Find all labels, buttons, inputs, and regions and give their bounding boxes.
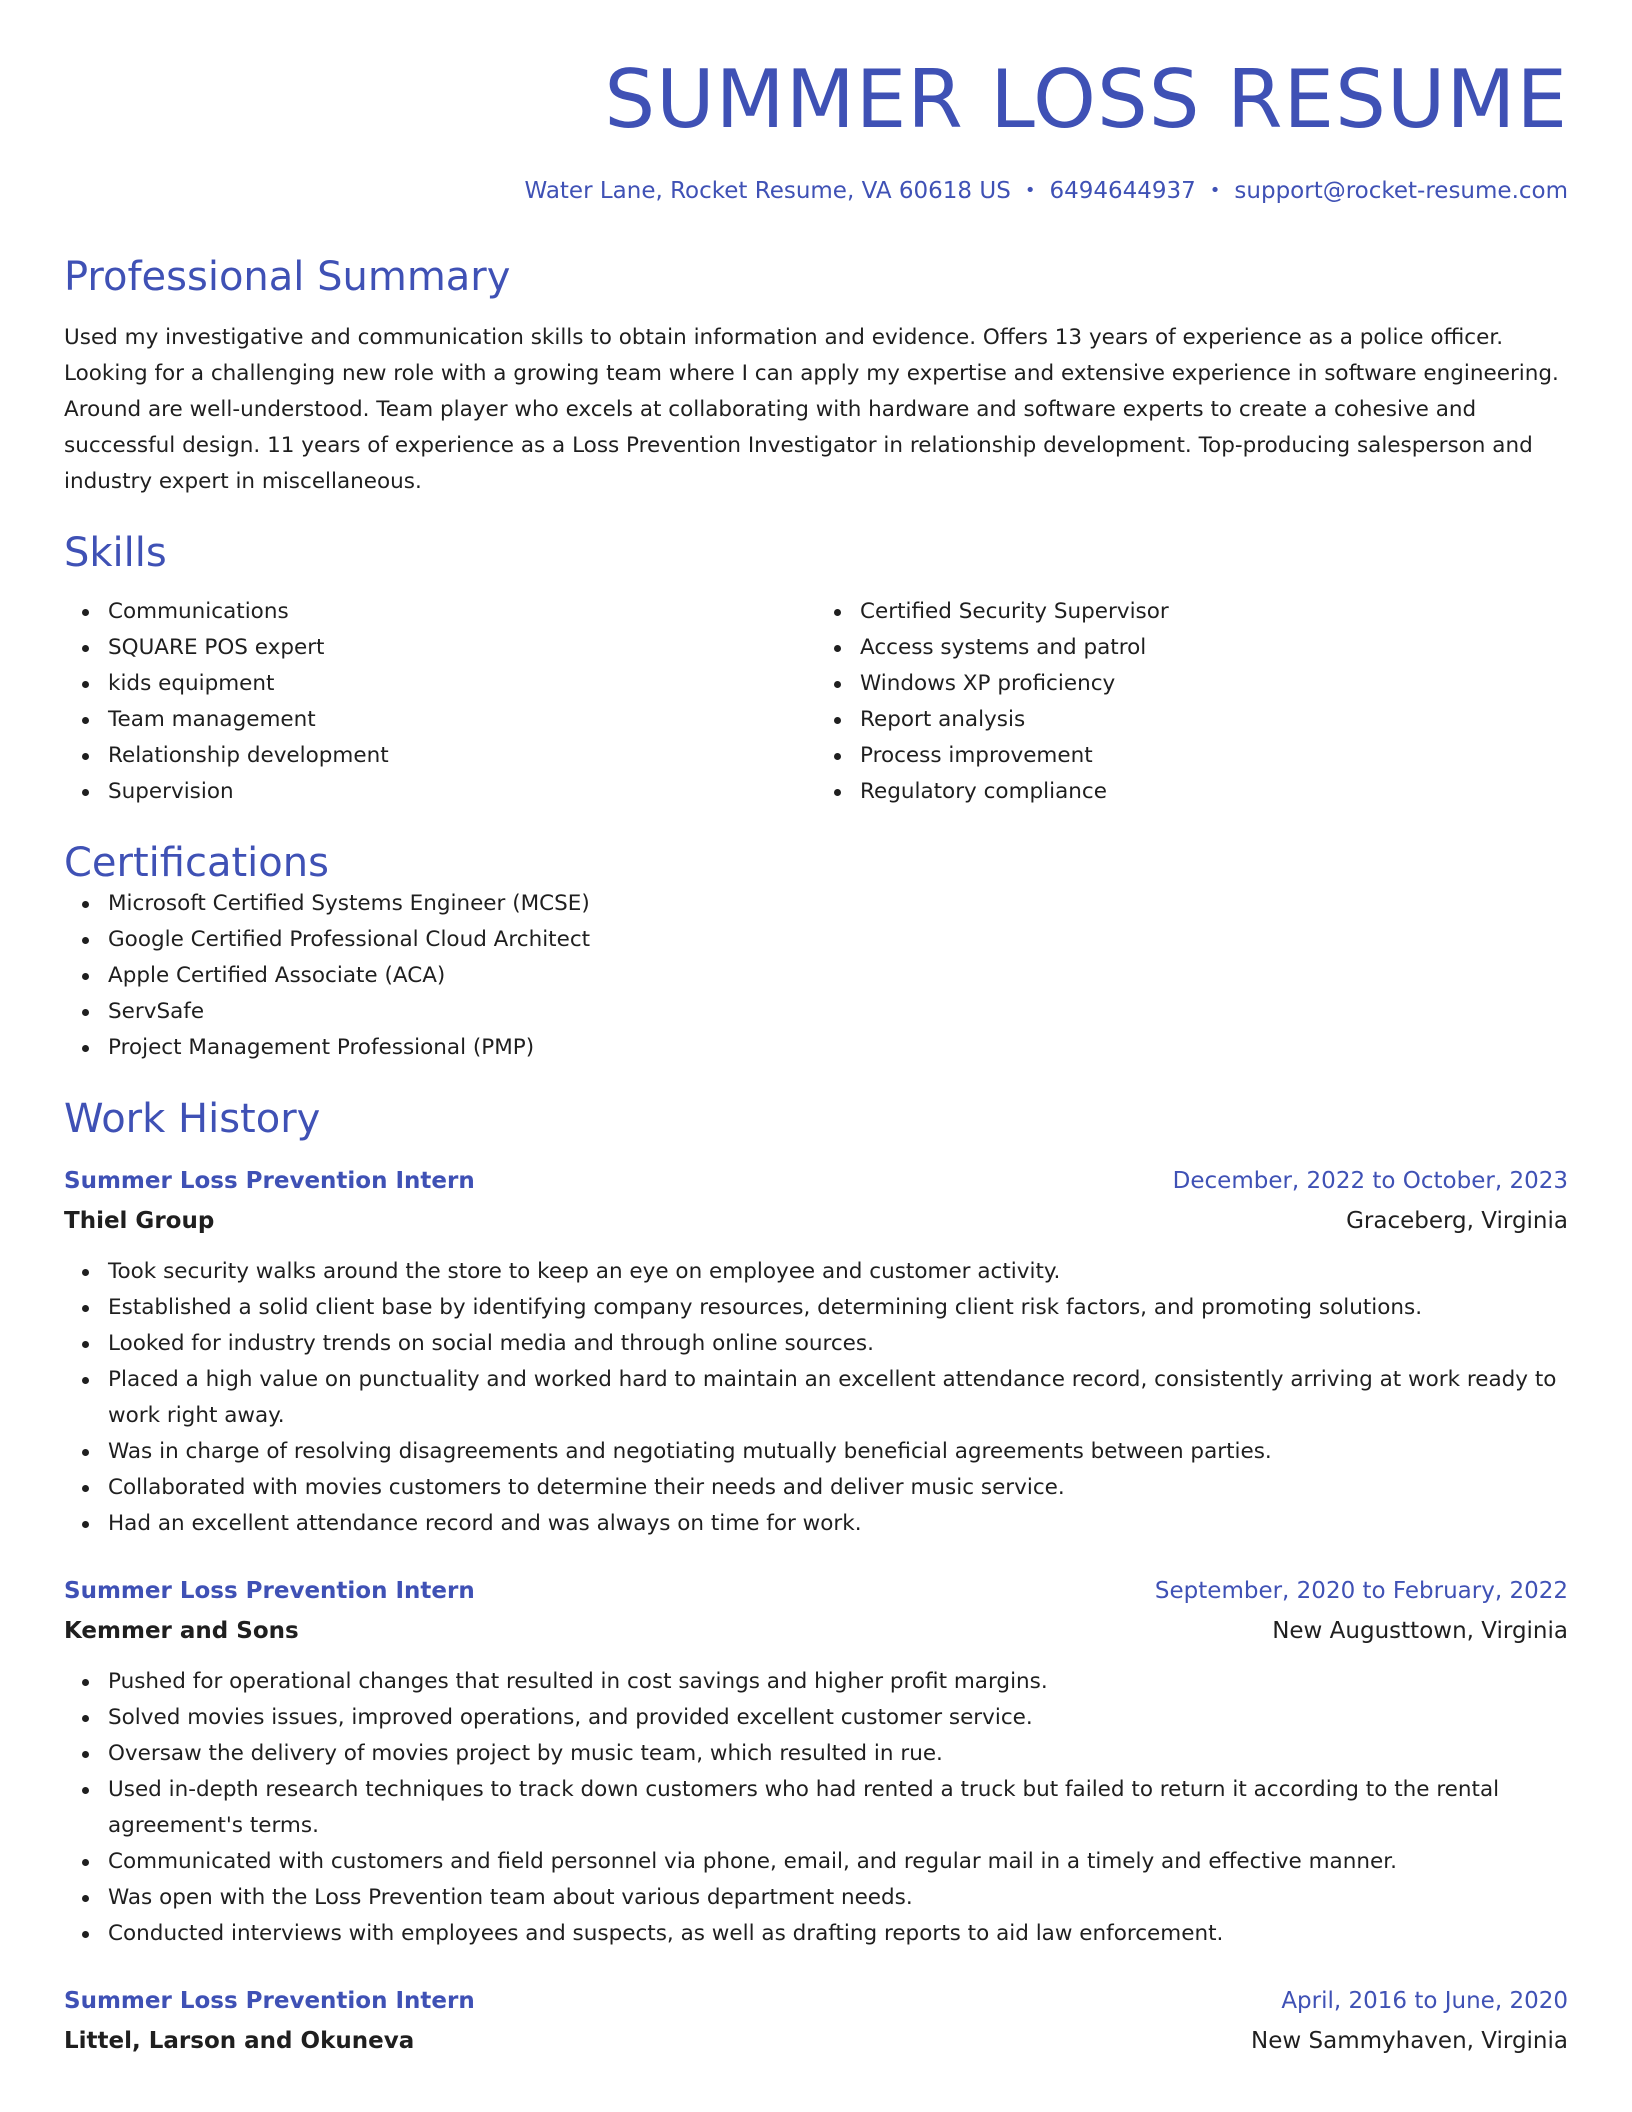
skills-column-right [816, 594, 1568, 810]
job-location: New Augusttown, Virginia [1272, 1617, 1568, 1644]
job-header-row [64, 1164, 1568, 1198]
contact-separator: • [1209, 180, 1221, 201]
job-bullet: Collaborated with movies customers to determine their needs and deliver music service. [108, 1470, 1568, 1506]
skill-item: Supervision [108, 774, 816, 810]
skill-item: Regulatory compliance [860, 774, 1568, 810]
job-bullet: Used in-depth research techniques to track down customers who had rented a truck but failed to return it according to the rental agreement's terms. [108, 1772, 1568, 1844]
job-bullet: Communicated with customers and field personnel via phone, email, and regular mail in a timely and effective manner. [108, 1844, 1568, 1880]
contact-phone: 6494644937 [1049, 178, 1196, 204]
job-dates: April, 2016 to June, 2020 [1281, 1987, 1568, 2014]
certification-item: ServSafe [108, 994, 1568, 1030]
resume-name: SUMMER LOSS RESUME [604, 53, 1568, 146]
job-bullets [64, 1254, 1568, 1542]
certifications-heading: Certifications [64, 839, 329, 886]
job-dates: September, 2020 to February, 2022 [1154, 1577, 1568, 1604]
job-entry [64, 1574, 1568, 1952]
certification-item: Microsoft Certified Systems Engineer (MCSE) [108, 886, 1568, 922]
summary-heading: Professional Summary [64, 253, 511, 300]
job-company-row [64, 1608, 1568, 1648]
skill-item: Communications [108, 594, 816, 630]
job-bullet: Oversaw the delivery of movies project by music team, which resulted in rue. [108, 1736, 1568, 1772]
job-bullet: Placed a high value on punctuality and worked hard to maintain an excellent attendance record, consistently arriving at work ready to work right away. [108, 1362, 1568, 1434]
skill-item: Process improvement [860, 738, 1568, 774]
contact-email: support@rocket-resume.com [1234, 178, 1568, 204]
job-title: Summer Loss Prevention Intern [64, 1577, 475, 1604]
job-entry [64, 1984, 1568, 2058]
job-bullets [64, 1664, 1568, 1952]
job-bullet: Looked for industry trends on social media and through online sources. [108, 1326, 1568, 1362]
skills-list [64, 594, 1568, 810]
job-header-row [64, 1574, 1568, 1608]
skill-item: SQUARE POS expert [108, 630, 816, 666]
job-company: Littel, Larson and Okuneva [64, 2027, 415, 2054]
skills-heading: Skills [64, 529, 167, 576]
work-history-heading: Work History [64, 1095, 321, 1142]
job-bullet: Conducted interviews with employees and suspects, as well as drafting reports to aid law enforcement. [108, 1916, 1568, 1952]
job-bullet: Solved movies issues, improved operations, and provided excellent customer service. [108, 1700, 1568, 1736]
job-bullet: Was in charge of resolving disagreements and negotiating mutually beneficial agreements between parties. [108, 1434, 1568, 1470]
skill-item: Certified Security Supervisor [860, 594, 1568, 630]
summary-text: Used my investigative and communication skills to obtain information and evidence. Offers 13 years of experience as a police officer. Looking for a challenging new role with a growing team where I can apply my expertise and extensive experience in software engineering. Around are well-understood. Team player who excels at collaborating with hardware and software experts to create a cohesive and successful design. 11 years of experience as a Loss Prevention Investigator in relationship development. Top-producing salesperson and industry expert in miscellaneous. [64, 324, 1559, 494]
skill-item: kids equipment [108, 666, 816, 702]
job-title: Summer Loss Prevention Intern [64, 1987, 475, 2014]
certifications-list [64, 886, 1568, 1066]
certification-item: Google Certified Professional Cloud Architect [108, 922, 1568, 958]
contact-address: Water Lane, Rocket Resume, VA 60618 US [524, 178, 1011, 204]
job-bullet: Was open with the Loss Prevention team about various department needs. [108, 1880, 1568, 1916]
skill-item: Team management [108, 702, 816, 738]
job-company: Kemmer and Sons [64, 1617, 299, 1644]
job-bullet: Pushed for operational changes that resulted in cost savings and higher profit margins. [108, 1664, 1568, 1700]
skill-item: Windows XP proficiency [860, 666, 1568, 702]
job-company-row [64, 1198, 1568, 1238]
skill-item: Relationship development [108, 738, 816, 774]
certification-item: Apple Certified Associate (ACA) [108, 958, 1568, 994]
job-header-row [64, 1984, 1568, 2018]
certification-item: Project Management Professional (PMP) [108, 1030, 1568, 1066]
contact-line [64, 178, 1568, 206]
job-bullet: Took security walks around the store to keep an eye on employee and customer activity. [108, 1254, 1568, 1290]
job-dates: December, 2022 to October, 2023 [1172, 1167, 1568, 1194]
job-company: Thiel Group [64, 1207, 215, 1234]
job-bullet: Had an excellent attendance record and was always on time for work. [108, 1506, 1568, 1542]
skills-column-left [64, 594, 816, 810]
job-bullet: Established a solid client base by identifying company resources, determining client risk factors, and promoting solutions. [108, 1290, 1568, 1326]
job-location: New Sammyhaven, Virginia [1251, 2027, 1568, 2054]
skill-item: Report analysis [860, 702, 1568, 738]
job-entry [64, 1164, 1568, 1542]
job-title: Summer Loss Prevention Intern [64, 1167, 475, 1194]
skill-item: Access systems and patrol [860, 630, 1568, 666]
job-company-row [64, 2018, 1568, 2058]
contact-separator: • [1024, 180, 1036, 201]
job-location: Graceberg, Virginia [1346, 1207, 1568, 1234]
